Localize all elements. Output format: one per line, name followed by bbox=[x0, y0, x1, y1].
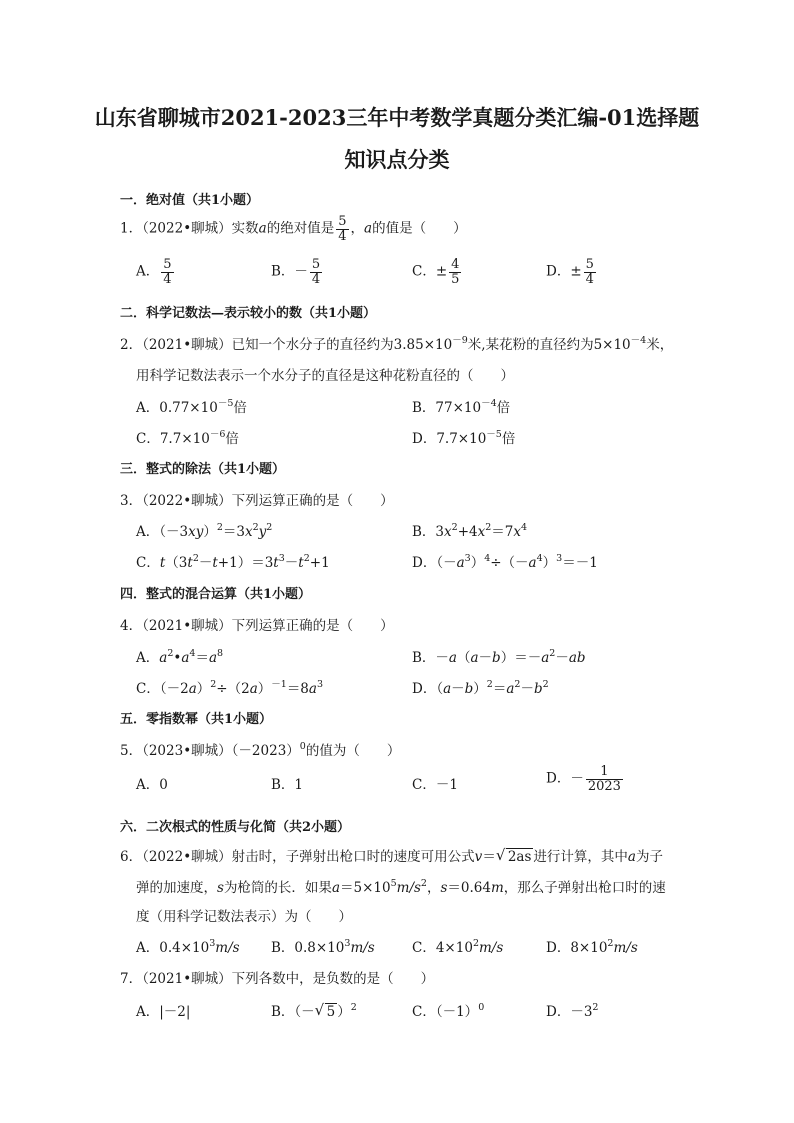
question-1 bbox=[120, 215, 467, 243]
option-b[interactable] bbox=[271, 936, 375, 956]
question-source: （2021•聊城） bbox=[142, 618, 232, 634]
option-label: D． bbox=[546, 263, 571, 280]
question-source: （2021•聊城） bbox=[142, 971, 232, 987]
option-text: 倍 bbox=[225, 431, 239, 447]
option-d[interactable] bbox=[412, 551, 598, 571]
equals-sign: ＝ bbox=[482, 849, 496, 865]
question-source: （2021•聊城） bbox=[142, 337, 232, 353]
numerator: 1 bbox=[600, 764, 609, 779]
numerator: 5 bbox=[163, 257, 172, 272]
option-text: 7.7×10 bbox=[436, 431, 487, 447]
fraction bbox=[449, 258, 461, 286]
option-d[interactable] bbox=[412, 427, 515, 447]
unit: m/s bbox=[478, 940, 504, 956]
exponent: 5 bbox=[390, 878, 397, 889]
option-label: D． bbox=[546, 1004, 571, 1020]
exponent: －6 bbox=[209, 429, 226, 440]
question-text: ， bbox=[350, 220, 365, 237]
question-text: 为子 bbox=[635, 849, 663, 865]
option-b[interactable] bbox=[271, 258, 324, 286]
option-label: B． bbox=[271, 263, 295, 280]
question-number: 5． bbox=[120, 743, 143, 759]
question-text: 下列运算正确的是（ ） bbox=[231, 493, 394, 509]
question-text: 实数 bbox=[231, 220, 259, 237]
fraction bbox=[161, 258, 173, 286]
option-text: 0.4×10 bbox=[159, 940, 210, 956]
option-text: 0 bbox=[159, 777, 168, 793]
unit: m/s bbox=[396, 880, 421, 896]
variable-a: a bbox=[331, 880, 340, 896]
question-text: ， bbox=[426, 880, 441, 896]
question-source: （2023•聊城） bbox=[142, 743, 232, 759]
option-label: D． bbox=[412, 681, 437, 697]
exponent: 2 bbox=[592, 1002, 599, 1013]
unit: m bbox=[490, 880, 504, 896]
question-number: 4． bbox=[120, 618, 143, 634]
question-2 bbox=[120, 333, 673, 353]
option-label: A． bbox=[136, 400, 160, 416]
unit: m/s bbox=[613, 940, 638, 956]
option-text: （－ bbox=[294, 1004, 315, 1020]
exponent: 3 bbox=[344, 938, 351, 949]
question-number: 7． bbox=[120, 971, 143, 987]
option-label: C． bbox=[136, 681, 160, 697]
option-sign: ± bbox=[570, 263, 582, 280]
variable-a: a bbox=[627, 849, 636, 865]
option-label: A． bbox=[136, 940, 160, 956]
document-title-line1: 山东省聊城市2021-2023三年中考数学真题分类汇编-01选择题 bbox=[94, 105, 700, 130]
section-heading-4: 四．整式的混合运算（共1小题） bbox=[120, 587, 312, 602]
option-formula: $-a(a-b)=-a^2-ab$ bbox=[435, 648, 586, 666]
question-text: 的值是（ ） bbox=[372, 220, 467, 237]
question-6-line3: 度（用科学记数法表示）为（ ） bbox=[136, 909, 352, 925]
option-formula: $a^2•a^4=a^8$ bbox=[159, 648, 224, 666]
denominator: 4 bbox=[338, 228, 347, 244]
option-label: B． bbox=[271, 940, 295, 956]
option-label: C． bbox=[136, 431, 160, 447]
option-c[interactable] bbox=[412, 1000, 484, 1020]
question-number: 2． bbox=[120, 337, 143, 353]
question-5 bbox=[120, 739, 400, 759]
option-c[interactable] bbox=[136, 551, 330, 571]
question-2-line2: 用科学记数法表示一个水分子的直径是这种花粉直径的（ ） bbox=[136, 368, 514, 384]
option-b[interactable] bbox=[271, 1000, 357, 1020]
option-label: A． bbox=[136, 263, 160, 280]
option-formula: $3x^2+4x^2=7x^4$ bbox=[435, 522, 528, 540]
option-label: D． bbox=[546, 770, 571, 787]
option-c[interactable] bbox=[136, 677, 323, 697]
question-text: 下列运算正确的是（ ） bbox=[231, 618, 394, 634]
question-4 bbox=[120, 614, 394, 634]
option-text: |－2| bbox=[159, 1004, 191, 1020]
option-text: 倍 bbox=[501, 431, 516, 447]
exponent: 3 bbox=[209, 938, 216, 949]
option-text: 4×10 bbox=[435, 940, 473, 956]
option-text: ） bbox=[337, 1004, 351, 1020]
question-7 bbox=[120, 967, 434, 987]
option-formula: $(-3xy)^2=3x^2y^2$ bbox=[159, 522, 273, 540]
exponent: 0 bbox=[478, 1002, 485, 1013]
option-label: B． bbox=[271, 1004, 295, 1020]
exponent: －9 bbox=[452, 335, 468, 346]
section-heading-5: 五．零指数幂（共1小题） bbox=[120, 712, 273, 727]
denominator: 2023 bbox=[587, 778, 621, 794]
variable-a: a bbox=[258, 220, 267, 237]
section-heading-6: 六．二次根式的性质与化简（共2小题） bbox=[120, 820, 351, 835]
question-3 bbox=[120, 489, 394, 509]
denominator: 4 bbox=[585, 271, 594, 287]
exponent: －5 bbox=[217, 398, 234, 409]
option-formula: $(-a^3)^4\div(-a^4)^3=-1$ bbox=[436, 553, 598, 571]
question-number: 6． bbox=[120, 849, 143, 865]
question-text: 弹的加速度， bbox=[136, 880, 217, 896]
option-b[interactable] bbox=[412, 520, 527, 540]
option-label: B． bbox=[271, 777, 295, 793]
question-6 bbox=[120, 845, 663, 865]
exponent: 2 bbox=[350, 1002, 357, 1013]
option-formula: $t(3t^2-t+1)=3t^3-t^2+1$ bbox=[159, 553, 330, 571]
radicand: 5 bbox=[326, 1004, 336, 1020]
option-text: －1 bbox=[435, 777, 458, 793]
fraction bbox=[310, 258, 322, 286]
exponent: －5 bbox=[486, 429, 502, 440]
variable-v: v bbox=[474, 849, 483, 865]
numerator: 5 bbox=[311, 257, 321, 272]
option-label: B． bbox=[412, 400, 436, 416]
question-text: ＝0.64 bbox=[447, 880, 491, 896]
exponent: －4 bbox=[481, 398, 497, 409]
option-label: C． bbox=[412, 1004, 436, 1020]
question-source: （2022•聊城） bbox=[142, 849, 232, 865]
option-label: D． bbox=[546, 940, 571, 956]
option-b[interactable] bbox=[412, 646, 586, 666]
option-text: 8×10 bbox=[570, 940, 608, 956]
option-a[interactable] bbox=[136, 396, 247, 416]
question-text: 进行计算，其中 bbox=[533, 849, 628, 865]
exponent: 0 bbox=[299, 741, 306, 752]
unit: m/s bbox=[215, 940, 240, 956]
question-text: ＝5×10 bbox=[340, 880, 391, 896]
option-label: D． bbox=[412, 431, 437, 447]
option-text: 7.7×10 bbox=[159, 431, 210, 447]
question-text: （－2023） bbox=[231, 743, 300, 759]
option-c[interactable] bbox=[412, 258, 463, 286]
option-c[interactable] bbox=[412, 936, 503, 956]
option-d[interactable] bbox=[546, 258, 598, 286]
option-label: C． bbox=[412, 940, 436, 956]
option-text: 1 bbox=[294, 777, 304, 793]
option-d[interactable] bbox=[546, 936, 638, 956]
question-6-line2 bbox=[136, 876, 666, 896]
option-a[interactable] bbox=[136, 646, 223, 666]
square-root bbox=[495, 846, 534, 865]
section-heading-3: 三．整式的除法（共1小题） bbox=[120, 462, 286, 477]
option-a[interactable] bbox=[136, 520, 272, 540]
variable-a: a bbox=[364, 220, 373, 237]
question-text: 的绝对值是 bbox=[266, 220, 335, 237]
exponent: －4 bbox=[630, 335, 647, 346]
option-d[interactable] bbox=[546, 765, 625, 793]
option-d[interactable] bbox=[546, 1000, 598, 1020]
option-label: C． bbox=[136, 555, 160, 571]
question-number: 3． bbox=[120, 493, 143, 509]
option-text: 0.8×10 bbox=[294, 940, 345, 956]
fraction bbox=[584, 258, 596, 286]
unit: m/s bbox=[350, 940, 375, 956]
option-text: （－1） bbox=[435, 1004, 479, 1020]
question-text: 已知一个水分子的直径约为3.85×10 bbox=[231, 337, 453, 353]
option-label: B． bbox=[412, 524, 436, 540]
radicand: 2as bbox=[507, 849, 532, 865]
question-text: 为枪筒的长．如果 bbox=[223, 880, 332, 896]
exponent: 2 bbox=[607, 938, 614, 949]
option-label: A． bbox=[136, 1004, 160, 1020]
option-a[interactable] bbox=[136, 1000, 190, 1020]
fraction bbox=[586, 765, 623, 793]
question-text: 的值为（ ） bbox=[305, 743, 401, 759]
option-d[interactable] bbox=[412, 677, 549, 697]
radical-sign-icon: √ bbox=[314, 1001, 325, 1019]
option-b[interactable] bbox=[412, 396, 510, 416]
option-c[interactable] bbox=[412, 773, 458, 793]
option-text: －3 bbox=[570, 1004, 593, 1020]
denominator: 5 bbox=[451, 271, 460, 287]
question-text: 射击时，子弹射出枪口时的速度可用公式 bbox=[231, 849, 475, 865]
option-label: C． bbox=[412, 263, 436, 280]
option-text: 倍 bbox=[496, 400, 511, 416]
question-text: 下列各数中，是负数的是（ ） bbox=[231, 971, 435, 987]
option-label: A． bbox=[136, 777, 160, 793]
variable-s: s bbox=[217, 880, 224, 896]
numerator: 4 bbox=[451, 257, 460, 272]
numerator: 5 bbox=[338, 214, 347, 229]
question-text: 米， bbox=[646, 337, 674, 353]
section-heading-2: 二．科学记数法—表示较小的数（共1小题） bbox=[120, 306, 377, 321]
exponent: 2 bbox=[420, 878, 427, 889]
fraction bbox=[336, 215, 348, 243]
option-label: B． bbox=[412, 650, 436, 666]
option-sign: － bbox=[294, 263, 308, 280]
option-label: D． bbox=[412, 555, 437, 571]
option-formula: $(a-b)^2=a^2-b^2$ bbox=[436, 679, 549, 697]
option-formula: $(-2a)^2\div(2a)^{-1}=8a^3$ bbox=[159, 679, 324, 697]
option-sign: － bbox=[570, 770, 584, 787]
radical-sign-icon: √ bbox=[495, 846, 506, 864]
option-label: A． bbox=[136, 650, 160, 666]
section-heading-1: 一．绝对值（共1小题） bbox=[120, 193, 260, 208]
denominator: 4 bbox=[163, 271, 172, 287]
option-sign: ± bbox=[435, 263, 448, 280]
variable-s: s bbox=[440, 880, 448, 896]
question-source: （2022•聊城） bbox=[142, 220, 232, 237]
option-b[interactable] bbox=[271, 773, 303, 793]
question-number: 1． bbox=[120, 220, 143, 237]
option-text: 0.77×10 bbox=[159, 400, 218, 416]
square-root bbox=[314, 1001, 338, 1020]
question-text: 米,某花粉的直径约为5×10 bbox=[467, 337, 631, 353]
question-text: ，那么子弹射出枪口时的速 bbox=[503, 880, 666, 896]
option-a[interactable] bbox=[136, 773, 168, 793]
numerator: 5 bbox=[585, 257, 594, 272]
question-source: （2022•聊城） bbox=[142, 493, 232, 509]
document-title-line2: 知识点分类 bbox=[344, 147, 450, 172]
option-label: A． bbox=[136, 524, 160, 540]
option-text: 77×10 bbox=[435, 400, 482, 416]
option-a[interactable] bbox=[136, 936, 240, 956]
option-a[interactable] bbox=[136, 258, 176, 286]
option-text: 倍 bbox=[233, 400, 247, 416]
exponent: 2 bbox=[472, 938, 479, 949]
option-c[interactable] bbox=[136, 427, 239, 447]
option-label: C． bbox=[412, 777, 436, 793]
denominator: 4 bbox=[311, 271, 321, 287]
